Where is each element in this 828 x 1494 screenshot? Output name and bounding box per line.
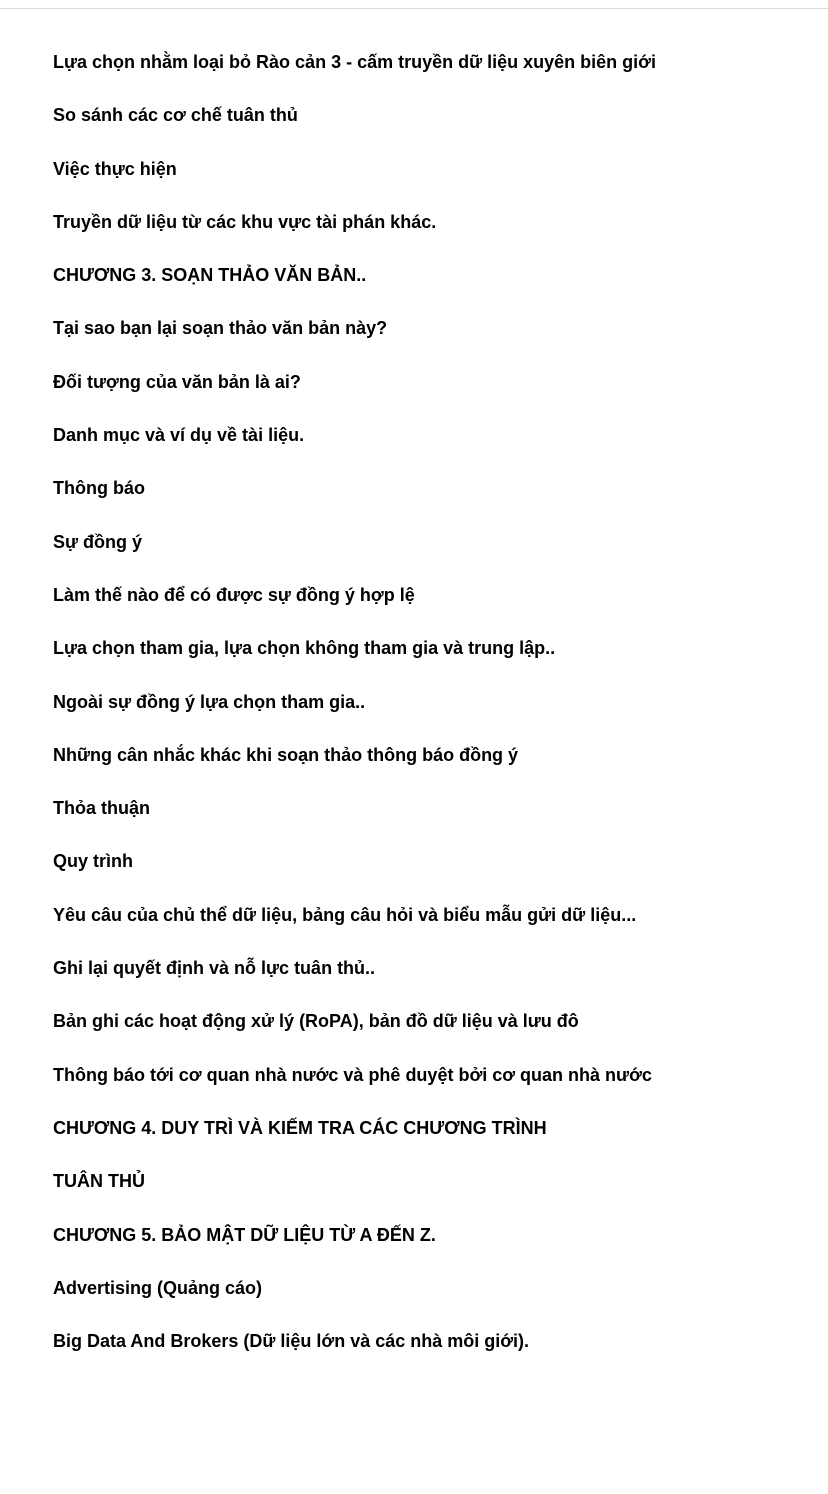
table-of-contents bbox=[53, 50, 813, 1382]
toc-item: Tại sao bạn lại soạn thảo văn bản này? bbox=[53, 318, 388, 339]
chapter-heading: CHƯƠNG 5. BẢO MẬT DỮ LIỆU TỪ A ĐẾN Z. bbox=[53, 1224, 436, 1245]
toc-item: Quy trình bbox=[53, 851, 133, 872]
toc-item: Yêu câu của chủ thể dữ liệu, bảng câu hỏi và biểu mẫu gửi dữ liệu... bbox=[53, 904, 637, 925]
toc-item: Danh mục và ví dụ về tài liệu. bbox=[53, 425, 305, 446]
toc-item: Sự đồng ý bbox=[53, 531, 143, 552]
chapter-heading: CHƯƠNG 3. SOẠN THẢO VĂN BẢN.. bbox=[53, 265, 367, 286]
toc-item: Thông báo bbox=[53, 478, 145, 499]
toc-item: Lựa chọn nhằm loại bỏ Rào cản 3 - cấm truyền dữ liệu xuyên biên giới bbox=[53, 52, 656, 72]
toc-item: Ngoài sự đồng ý lựa chọn tham gia.. bbox=[53, 691, 366, 712]
toc-item: Lựa chọn tham gia, lựa chọn không tham gia và trung lập.. bbox=[53, 638, 556, 659]
top-divider bbox=[0, 8, 828, 9]
toc-item: Đối tượng của văn bản là ai? bbox=[53, 371, 301, 392]
chapter-heading-continued: TUÂN THỦ bbox=[53, 1171, 145, 1192]
toc-item: Việc thực hiện bbox=[53, 158, 177, 179]
toc-item: Thông báo tới cơ quan nhà nước và phê duyệt bởi cơ quan nhà nước bbox=[53, 1064, 652, 1085]
toc-item: Làm thế nào để có được sự đồng ý hợp lệ bbox=[53, 584, 415, 605]
toc-item: Advertising (Quảng cáo) bbox=[53, 1277, 263, 1298]
toc-item: Bản ghi các hoạt động xử lý (RoPA), bản đồ dữ liệu và lưu đô bbox=[53, 1011, 579, 1032]
toc-item: Ghi lại quyết định và nỗ lực tuân thủ.. bbox=[53, 958, 376, 979]
toc-item: Big Data And Brokers (Dữ liệu lớn và các nhà môi giới). bbox=[53, 1331, 530, 1352]
toc-item: Những cân nhắc khác khi soạn thảo thông báo đồng ý bbox=[53, 744, 519, 765]
toc-item: So sánh các cơ chế tuân thủ bbox=[53, 105, 298, 126]
chapter-heading: CHƯƠNG 4. DUY TRÌ VÀ KIẾM TRA CÁC CHƯƠNG TRÌNH bbox=[53, 1117, 547, 1138]
toc-item: Truyền dữ liệu từ các khu vực tài phán khác. bbox=[53, 211, 437, 232]
toc-item: Thỏa thuận bbox=[53, 798, 150, 819]
